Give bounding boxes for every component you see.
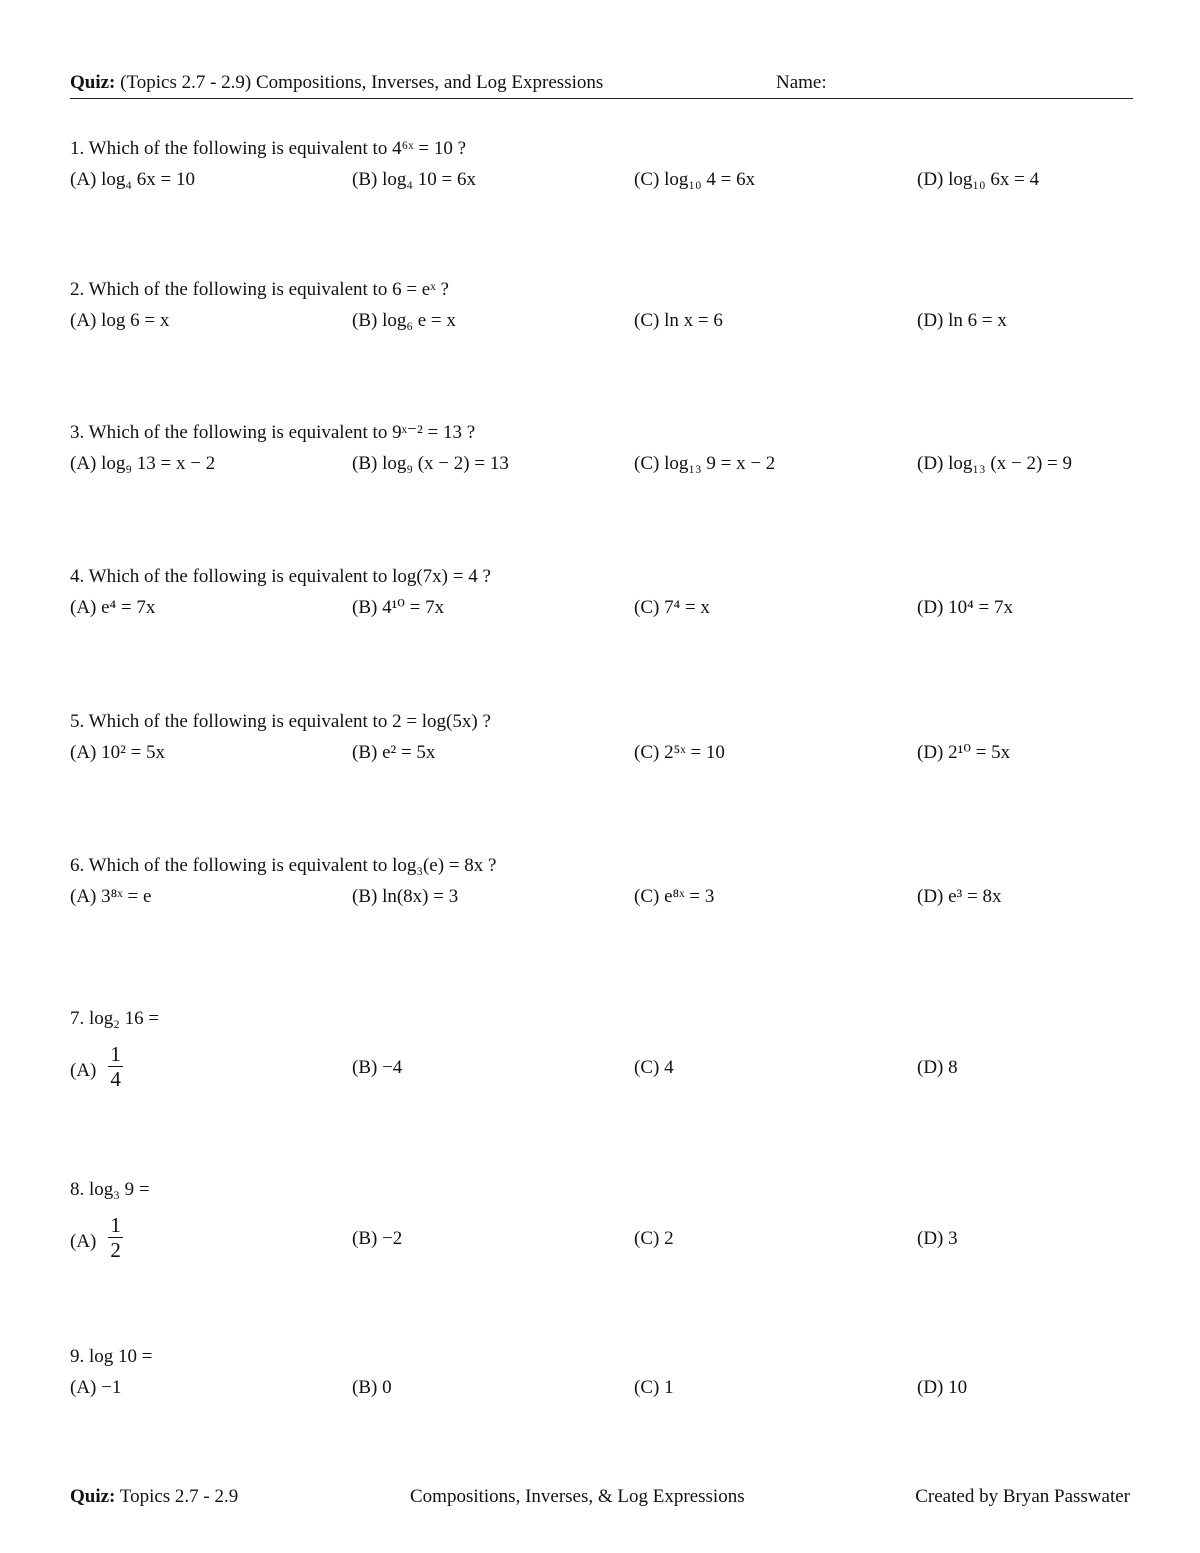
q6-option-a: (A) 3⁸ˣ = e xyxy=(70,886,152,907)
footer-author: Created by Bryan Passwater xyxy=(915,1486,1130,1507)
question-5-stem: 5. Which of the following is equivalent to 2 = log(5x) ? xyxy=(70,711,491,732)
fraction-numerator: 1 xyxy=(110,1042,121,1066)
name-label: Name: xyxy=(776,72,827,93)
q2-option-d: (D) ln 6 = x xyxy=(917,310,1007,331)
question-6 xyxy=(70,851,1133,921)
fraction-numerator: 1 xyxy=(110,1213,121,1237)
quiz-footer xyxy=(70,1486,1133,1512)
q3-option-d: (D) log₁₃ (x − 2) = 9 xyxy=(917,453,1072,474)
q5-option-c: (C) 2⁵ˣ = 10 xyxy=(634,742,725,763)
q9-option-b: (B) 0 xyxy=(352,1377,392,1398)
q8-option-a-fraction xyxy=(108,1213,123,1262)
question-1 xyxy=(70,134,1133,204)
q8-option-c: (C) 2 xyxy=(634,1228,674,1249)
question-4-stem: 4. Which of the following is equivalent to log(7x) = 4 ? xyxy=(70,566,491,587)
q5-option-d: (D) 2¹⁰ = 5x xyxy=(917,742,1011,763)
q4-option-d: (D) 10⁴ = 7x xyxy=(917,597,1013,618)
q2-option-b: (B) log₆ e = x xyxy=(352,310,456,331)
q2-option-a: (A) log 6 = x xyxy=(70,310,170,331)
question-3-stem: 3. Which of the following is equivalent to 9ˣ⁻² = 13 ? xyxy=(70,422,476,443)
question-4 xyxy=(70,562,1133,632)
question-8-answers xyxy=(70,1213,1133,1263)
q3-option-c: (C) log₁₃ 9 = x − 2 xyxy=(634,453,776,474)
q6-option-c: (C) e⁸ˣ = 3 xyxy=(634,886,715,907)
footer-topics: Topics 2.7 - 2.9 xyxy=(115,1486,239,1507)
q8-option-d: (D) 3 xyxy=(917,1228,958,1249)
question-7-stem: 7. log₂ 16 = xyxy=(70,1008,160,1029)
question-8-stem: 8. log₃ 9 = xyxy=(70,1179,150,1200)
question-7-answers xyxy=(70,1042,1133,1092)
question-9-answers xyxy=(70,1372,1133,1412)
q4-option-c: (C) 7⁴ = x xyxy=(634,597,710,618)
q1-option-a: (A) log₄ 6x = 10 xyxy=(70,169,195,190)
question-1-stem: 1. Which of the following is equivalent to 4⁶ˣ = 10 ? xyxy=(70,138,467,159)
question-9-stem: 9. log 10 = xyxy=(70,1346,153,1367)
q7-option-b: (B) −4 xyxy=(352,1057,403,1078)
question-3 xyxy=(70,418,1133,488)
q7-option-d: (D) 8 xyxy=(917,1057,958,1078)
q9-option-a: (A) −1 xyxy=(70,1377,122,1398)
footer-center: Compositions, Inverses, & Log Expressions xyxy=(410,1486,745,1507)
q8-option-a xyxy=(70,1213,123,1262)
quiz-title xyxy=(70,72,603,94)
q6-option-d: (D) e³ = 8x xyxy=(917,886,1002,907)
q7-option-a-label: (A) xyxy=(70,1059,97,1081)
footer-quiz-label: Quiz: xyxy=(70,1486,116,1507)
q4-option-b: (B) 4¹⁰ = 7x xyxy=(352,597,445,618)
question-3-answers xyxy=(70,448,1133,488)
q1-option-c: (C) log₁₀ 4 = 6x xyxy=(634,169,756,190)
footer-left xyxy=(70,1486,238,1508)
question-2-stem: 2. Which of the following is equivalent to 6 = eˣ ? xyxy=(70,279,449,300)
question-2 xyxy=(70,275,1133,345)
question-5-answers xyxy=(70,737,1133,777)
q5-option-b: (B) e² = 5x xyxy=(352,742,436,763)
quiz-label: Quiz: xyxy=(70,72,116,93)
q7-option-c: (C) 4 xyxy=(634,1057,674,1078)
question-6-answers xyxy=(70,881,1133,921)
fraction-denominator: 2 xyxy=(110,1238,121,1262)
q3-option-b: (B) log₉ (x − 2) = 13 xyxy=(352,453,509,474)
q8-option-a-label: (A) xyxy=(70,1230,97,1252)
q3-option-a: (A) log₉ 13 = x − 2 xyxy=(70,453,216,474)
q2-option-c: (C) ln x = 6 xyxy=(634,310,723,331)
q8-option-b: (B) −2 xyxy=(352,1228,403,1249)
quiz-header xyxy=(70,72,1133,99)
question-4-answers xyxy=(70,592,1133,632)
q1-option-b: (B) log₄ 10 = 6x xyxy=(352,169,476,190)
fraction-denominator: 4 xyxy=(110,1067,121,1091)
question-2-answers xyxy=(70,305,1133,345)
q4-option-a: (A) e⁴ = 7x xyxy=(70,597,156,618)
q6-option-b: (B) ln(8x) = 3 xyxy=(352,886,459,907)
question-6-stem: 6. Which of the following is equivalent to log₃(e) = 8x ? xyxy=(70,855,497,876)
question-1-answers xyxy=(70,164,1133,204)
q7-option-a-fraction xyxy=(108,1042,123,1091)
question-5 xyxy=(70,707,1133,777)
q5-option-a: (A) 10² = 5x xyxy=(70,742,166,763)
q9-option-c: (C) 1 xyxy=(634,1377,674,1398)
question-7 xyxy=(70,1004,1133,1092)
question-9 xyxy=(70,1342,1133,1412)
quiz-title-text: (Topics 2.7 - 2.9) Compositions, Inverses, and Log Expressions xyxy=(115,72,604,93)
question-8 xyxy=(70,1175,1133,1263)
q1-option-d: (D) log₁₀ 6x = 4 xyxy=(917,169,1040,190)
q7-option-a xyxy=(70,1042,123,1091)
q9-option-d: (D) 10 xyxy=(917,1377,968,1398)
